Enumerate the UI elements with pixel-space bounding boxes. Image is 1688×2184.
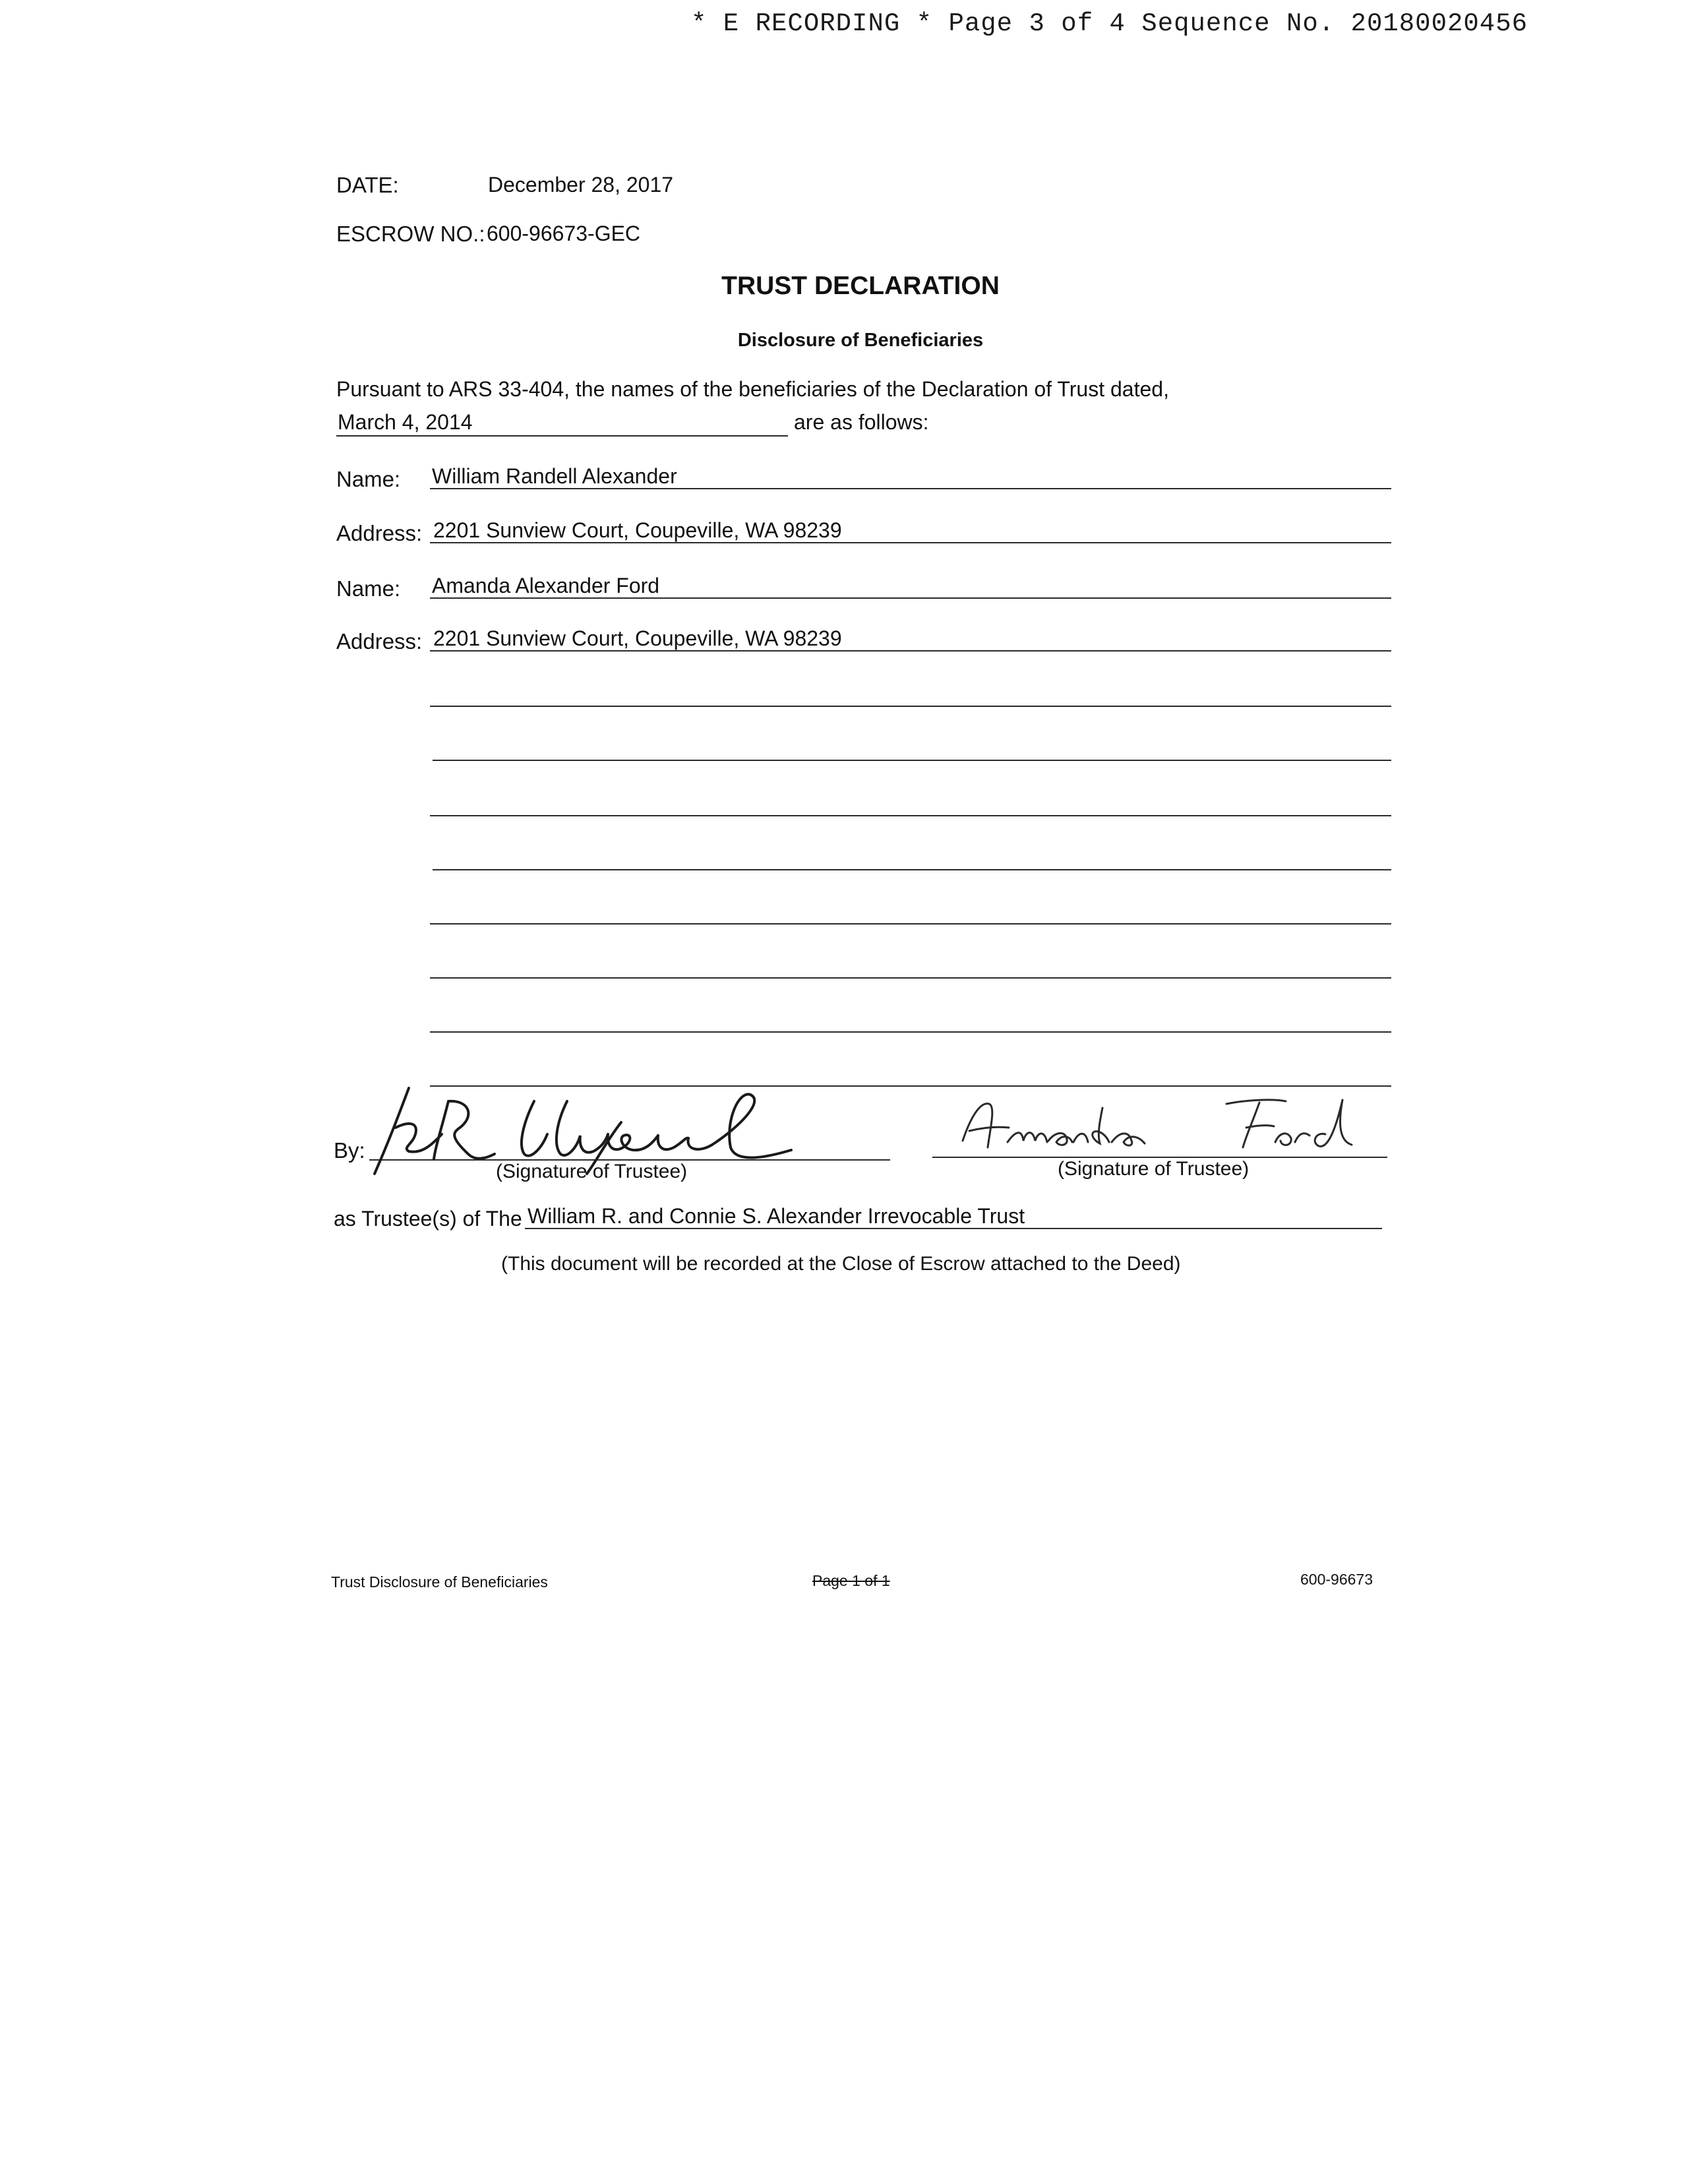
- trust-date: March 4, 2014: [338, 410, 473, 434]
- blank-line: [430, 977, 1391, 979]
- by-label: By:: [334, 1138, 365, 1163]
- beneficiary-name: William Randell Alexander: [432, 464, 677, 488]
- trust-date-underline: [336, 435, 788, 437]
- blank-line: [430, 706, 1391, 707]
- beneficiary-address: 2201 Sunview Court, Coupeville, WA 98239: [433, 626, 842, 650]
- escrow-label: ESCROW NO.:: [336, 222, 485, 246]
- footer-page: Page 1 of 1: [812, 1572, 890, 1589]
- document-subtitle: Disclosure of Beneficiaries: [737, 330, 984, 351]
- blank-line: [430, 1031, 1391, 1033]
- address-underline: [430, 650, 1391, 652]
- beneficiary-address: 2201 Sunview Court, Coupeville, WA 98239: [433, 518, 842, 542]
- name-underline: [430, 597, 1391, 599]
- trust-name-underline: [525, 1228, 1382, 1229]
- date-value: December 28, 2017: [488, 173, 674, 197]
- trustee-of-label: as Trustee(s) of The: [334, 1207, 522, 1230]
- trust-name: William R. and Connie S. Alexander Irrevocable Trust: [528, 1204, 1025, 1228]
- beneficiary-name: Amanda Alexander Ford: [432, 574, 660, 597]
- footer-escrow: 600-96673: [1300, 1571, 1373, 1588]
- name-label: Name:: [336, 576, 401, 601]
- escrow-value: 600-96673-GEC: [487, 222, 641, 245]
- document-title: TRUST DECLARATION: [721, 272, 1000, 300]
- blank-line: [433, 869, 1391, 870]
- address-underline: [430, 542, 1391, 543]
- address-label: Address:: [336, 521, 423, 545]
- address-label: Address:: [336, 629, 423, 653]
- name-label: Name:: [336, 467, 401, 491]
- recording-note: (This document will be recorded at the Close of Escrow attached to the Deed): [501, 1253, 1181, 1275]
- intro-text: Pursuant to ARS 33-404, the names of the beneficiaries of the Declaration of Trust dated,: [336, 377, 1169, 401]
- recording-header: * E RECORDING * Page 3 of 4 Sequence No. 20180020456: [691, 9, 1528, 38]
- name-underline: [430, 488, 1391, 489]
- signature-caption-1: (Signature of Trustee): [496, 1161, 688, 1182]
- blank-line: [430, 815, 1391, 816]
- blank-line: [433, 760, 1391, 761]
- footer-title: Trust Disclosure of Beneficiaries: [331, 1573, 548, 1591]
- intro-suffix: are as follows:: [794, 410, 929, 434]
- signature-2: [950, 1095, 1398, 1161]
- blank-line: [430, 923, 1391, 925]
- date-label: DATE:: [336, 173, 399, 197]
- signature-caption-2: (Signature of Trustee): [1058, 1158, 1250, 1180]
